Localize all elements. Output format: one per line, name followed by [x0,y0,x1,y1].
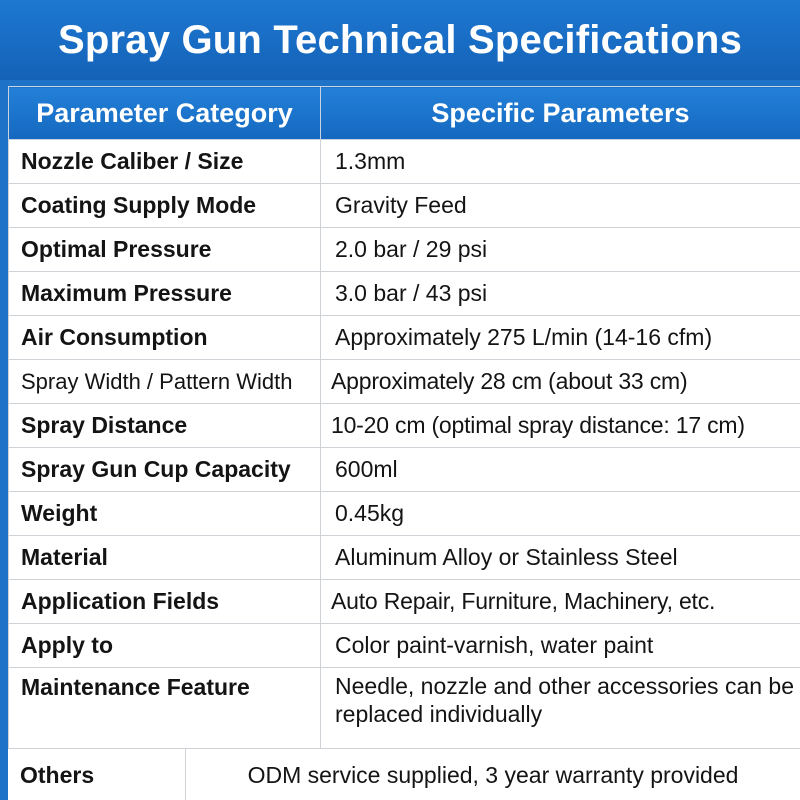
table-row [9,536,800,580]
table-row [9,448,800,492]
row-category: Coating Supply Mode [9,184,321,228]
row-value: 600ml [321,448,800,492]
row-value: Gravity Feed [321,184,800,228]
row-value: Auto Repair, Furniture, Machinery, etc. [321,580,800,624]
column-header-parameters: Specific Parameters [321,87,800,140]
table-row [9,492,800,536]
row-value: 3.0 bar / 43 psi [321,272,800,316]
table-row [9,360,800,404]
row-category: Spray Gun Cup Capacity [9,448,321,492]
row-category: Spray Width / Pattern Width [9,360,321,404]
table-row [9,140,800,184]
row-value: 1.3mm [321,140,800,184]
row-category: Nozzle Caliber / Size [9,140,321,184]
row-category: Optimal Pressure [9,228,321,272]
row-category: Maximum Pressure [9,272,321,316]
row-category: Apply to [9,624,321,668]
column-header-category: Parameter Category [9,87,321,140]
others-row [8,748,800,800]
title-banner [0,0,800,80]
table-row [9,316,800,360]
row-category: Air Consumption [9,316,321,360]
row-value: Color paint-varnish, water paint [321,624,800,668]
spec-table [8,86,800,767]
table-header-row [9,87,800,140]
table-row [9,184,800,228]
others-value: ODM service supplied, 3 year warranty provided [247,761,739,788]
page-title: Spray Gun Technical Specifications [57,17,743,62]
row-category: Maintenance Feature [9,668,321,767]
row-category: Weight [9,492,321,536]
row-value: Aluminum Alloy or Stainless Steel [321,536,800,580]
row-value: Needle, nozzle and other accessories can be replaced individually [321,668,800,767]
spec-table-container [8,86,800,800]
table-row [9,228,800,272]
table-row [9,272,800,316]
row-category: Material [9,536,321,580]
row-value: 0.45kg [321,492,800,536]
row-category: Application Fields [9,580,321,624]
row-value: 2.0 bar / 29 psi [321,228,800,272]
row-value: 10-20 cm (optimal spray distance: 17 cm) [321,404,800,448]
table-row [9,580,800,624]
table-row [9,404,800,448]
row-value: Approximately 275 L/min (14-16 cfm) [321,316,800,360]
row-value: Approximately 28 cm (about 33 cm) [321,360,800,404]
table-row [9,624,800,668]
row-category: Spray Distance [9,404,321,448]
others-category: Others [8,749,186,800]
